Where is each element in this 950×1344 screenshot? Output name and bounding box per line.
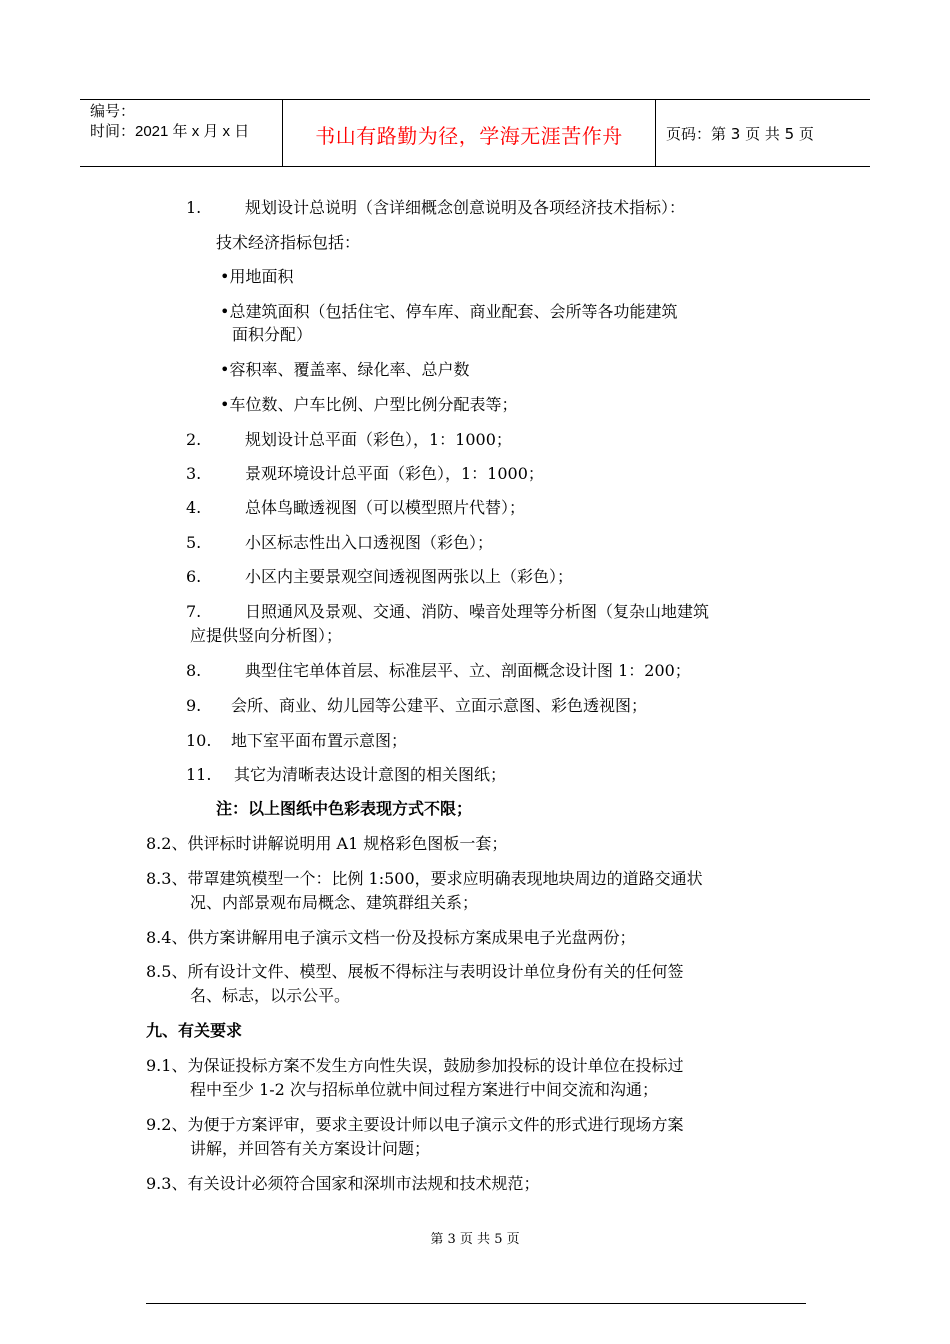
list-item-text: 规划设计总平面（彩色），1：1000； [245, 430, 512, 449]
clause-8-4: 8.4、供方案讲解用电子演示文档一份及投标方案成果电子光盘两份； [146, 928, 636, 947]
list-item-number: 3. [186, 464, 202, 483]
clause-8-2: 8.2、供评标时讲解说明用 A1 规格彩色图板一套； [146, 834, 508, 853]
clause-8-3: 8.3、带罩建筑模型一个：比例 1:500，要求应明确表现地块周边的道路交通状 [146, 869, 703, 888]
indicator-item-continued: 面积分配） [232, 325, 313, 344]
clause-8-5-continued: 名、标志，以示公平。 [190, 986, 351, 1005]
list-item-text: 景观环境设计总平面（彩色），1：1000； [245, 464, 544, 483]
list-item-number: 8. [186, 661, 202, 680]
list-item-number: 9. [186, 696, 202, 715]
list-item-text: 规划设计总说明（含详细概念创意说明及各项经济技术指标）： [245, 198, 686, 217]
clause-9-1-continued: 程中至少 1-2 次与招标单位就中间过程方案进行中间交流和沟通； [190, 1080, 658, 1099]
indicator-item: •用地面积 [220, 267, 294, 286]
list-item-text: 日照通风及景观、交通、消防、噪音处理等分析图（复杂山地建筑 [245, 602, 710, 621]
page-footer: 第 3 页 共 5 页 [430, 1232, 520, 1247]
list-item-number: 4. [186, 498, 202, 517]
section-9-heading: 九、有关要求 [146, 1021, 243, 1040]
page-header-table [80, 99, 870, 167]
list-item-number: 2. [186, 430, 202, 449]
indicator-item: •车位数、户车比例、户型比例分配表等； [220, 395, 518, 414]
header-motto: 书山有路勤为径，学海无涯苦作舟 [315, 124, 623, 148]
indicator-item: •总建筑面积（包括住宅、停车库、商业配套、会所等各功能建筑 [220, 302, 678, 321]
list-item-text: 小区内主要景观空间透视图两张以上（彩色）； [245, 567, 574, 586]
list-item-number: 10. [186, 731, 212, 750]
list-item-number: 1. [186, 198, 202, 217]
header-page-cell [656, 100, 870, 166]
clause-9-3: 9.3、有关设计必须符合国家和深圳市法规和技术规范； [146, 1174, 540, 1193]
list-item-text-continued: 应提供竖向分析图）； [190, 626, 343, 645]
header-page-info: 页码：第 3 页 共 5 页 [666, 125, 814, 143]
list-item-number: 7. [186, 602, 202, 621]
clause-9-1: 9.1、为保证投标方案不发生方向性失误，鼓励参加投标的设计单位在投标过 [146, 1056, 684, 1075]
list-item-text: 总体鸟瞰透视图（可以模型照片代替）； [245, 498, 526, 517]
indicators-intro: 技术经济指标包括： [216, 233, 361, 252]
list-item-text: 典型住宅单体首层、标准层平、立、剖面概念设计图 1：200； [245, 661, 691, 680]
clause-8-5: 8.5、所有设计文件、模型、展板不得标注与表明设计单位身份有关的任何签 [146, 962, 684, 981]
list-item-number: 5. [186, 533, 202, 552]
list-item-text: 小区标志性出入口透视图（彩色）； [245, 533, 494, 552]
footer-rule [146, 1303, 806, 1304]
clause-8-3-continued: 况、内部景观布局概念、建筑群组关系； [190, 893, 479, 912]
colour-note: 注：以上图纸中色彩表现方式不限； [216, 799, 473, 818]
document-date: 时间：2021 年 x 月 x 日 [90, 123, 250, 140]
list-item-number: 6. [186, 567, 202, 586]
clause-9-2: 9.2、为便于方案评审，要求主要设计师以电子演示文件的形式进行现场方案 [146, 1115, 684, 1134]
list-item-number: 11. [186, 765, 212, 784]
document-code-label: 编号： [90, 103, 136, 120]
header-motto-cell [282, 100, 656, 166]
clause-9-2-continued: 讲解，并回答有关方案设计问题； [190, 1139, 431, 1158]
list-item-text: 其它为清晰表达设计意图的相关图纸； [234, 765, 507, 784]
indicator-item: •容积率、覆盖率、绿化率、总户数 [220, 360, 470, 379]
header-meta-cell [80, 100, 282, 166]
list-item-text: 地下室平面布置示意图； [231, 731, 408, 750]
list-item-text: 会所、商业、幼儿园等公建平、立面示意图、彩色透视图； [231, 696, 648, 715]
